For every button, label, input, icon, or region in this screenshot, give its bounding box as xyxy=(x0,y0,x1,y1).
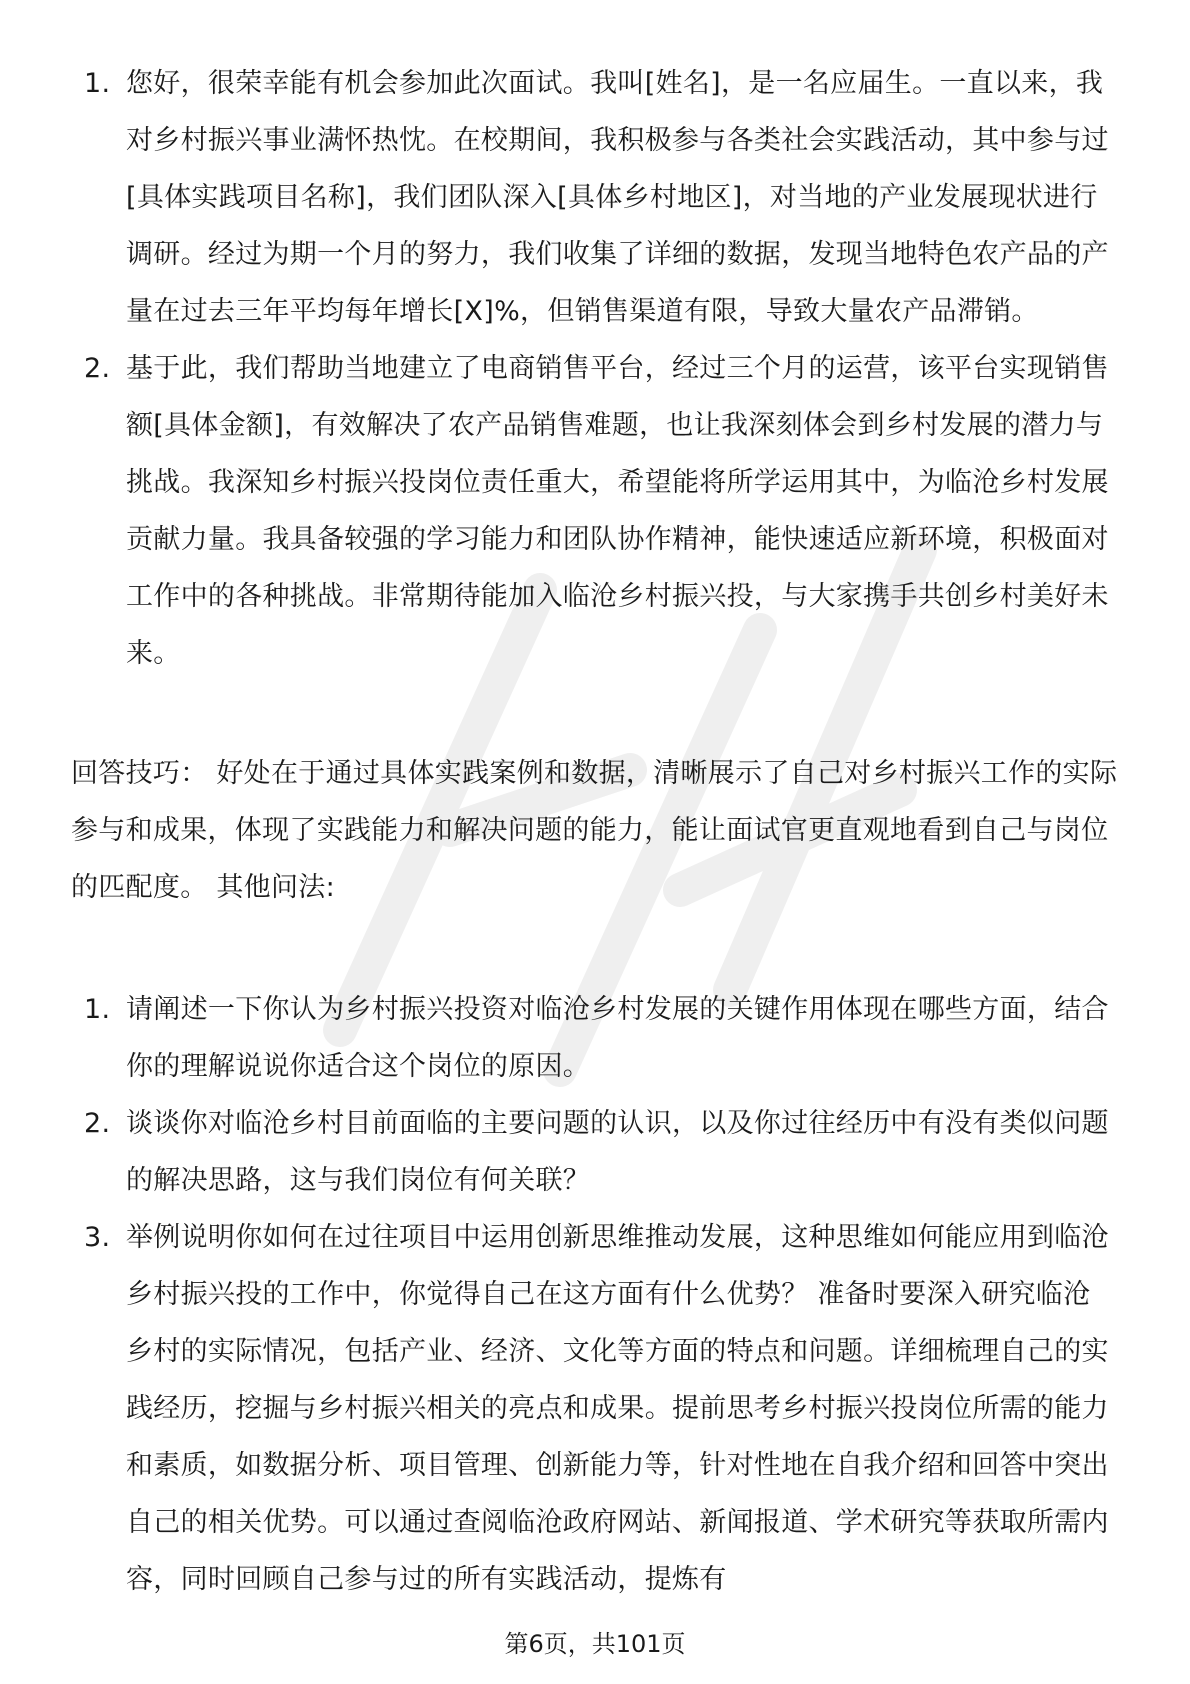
list-item-number: 3. xyxy=(84,1222,111,1253)
page-footer: 第6页，共101页 xyxy=(504,1630,686,1658)
list-item xyxy=(0,1095,1116,1209)
alternative-questions-list xyxy=(0,981,1190,1608)
list-item-text: 举例说明你如何在过往项目中运用创新思维推动发展，这种思维如何能应用到临沧乡村振兴投的工作中，你觉得自己在这方面有什么优势？ 准备时要深入研究临沧乡村的实际情况，包括产业、经济、文化等方面的特点和问题。详细梳理自己的实践经历，挖掘与乡村振兴相关的亮点和成果。提前思考乡村振兴投岗位所需的能力和素质，如数据分析、项目管理、创新能力等，针对性地在自我介绍和回答中突出自己的相关优势。可以通过查阅临沧政府网站、新闻报道、学术研究等获取所需内容，同时回顾自己参与过的所有实践活动，提炼有 xyxy=(126,1222,1109,1595)
list-item xyxy=(0,1209,1116,1608)
answer-list xyxy=(0,55,1190,682)
list-item-number: 1. xyxy=(84,994,111,1025)
list-item-text: 基于此，我们帮助当地建立了电商销售平台，经过三个月的运营，该平台实现销售额[具体金额]，有效解决了农产品销售难题，也让我深刻体会到乡村发展的潜力与挑战。我深知乡村振兴投岗位责任重大，希望能将所学运用其中，为临沧乡村发展贡献力量。我具备较强的学习能力和团队协作精神，能快速适应新环境，积极面对工作中的各种挑战。非常期待能加入临沧乡村振兴投，与大家携手共创乡村美好未来。 xyxy=(126,353,1109,669)
list-item xyxy=(0,340,1116,682)
list-item-text: 谈谈你对临沧乡村目前面临的主要问题的认识，以及你过往经历中有没有类似问题的解决思路，这与我们岗位有何关联？ xyxy=(126,1108,1109,1196)
list-item-number: 1. xyxy=(84,68,111,99)
list-item-number: 2. xyxy=(84,353,111,384)
answer-tips-paragraph: 回答技巧： 好处在于通过具体实践案例和数据，清晰展示了自己对乡村振兴工作的实际参与和成果，体现了实践能力和解决问题的能力，能让面试官更直观地看到自己与岗位的匹配度。 其他问法: xyxy=(71,758,1118,903)
list-item-number: 2. xyxy=(84,1108,111,1139)
list-item xyxy=(0,55,1116,340)
list-item-text: 您好，很荣幸能有机会参加此次面试。我叫[姓名]，是一名应届生。一直以来，我对乡村振兴事业满怀热忱。在校期间，我积极参与各类社会实践活动，其中参与过[具体实践项目名称]，我们团队深入[具体乡村地区]，对当地的产业发展现状进行调研。经过为期一个月的努力，我们收集了详细的数据，发现当地特色农产品的产量在过去三年平均每年增长[X]%，但销售渠道有限，导致大量农产品滞销。 xyxy=(126,68,1109,327)
list-item-text: 请阐述一下你认为乡村振兴投资对临沧乡村发展的关键作用体现在哪些方面，结合你的理解说说你适合这个岗位的原因。 xyxy=(126,994,1109,1082)
list-item xyxy=(0,981,1116,1095)
